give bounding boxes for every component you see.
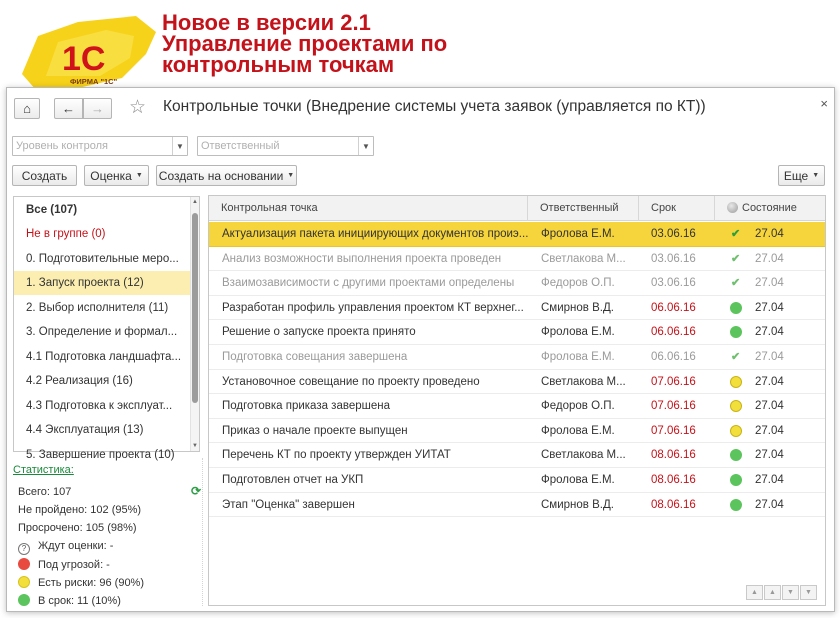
cell-checkpoint: Разработан профиль управления проектом КТ верхнег... xyxy=(222,301,524,314)
group-list[interactable] xyxy=(13,196,200,461)
arrow-right-icon: → xyxy=(91,101,104,116)
close-icon[interactable]: × xyxy=(820,96,828,111)
cell-responsible: Фролова Е.М. xyxy=(541,326,615,339)
cell-status-date: 27.04 xyxy=(755,252,784,265)
cell-checkpoint: Анализ возможности выполнения проекта проведен xyxy=(222,252,502,265)
banner-line: Управление проектами по xyxy=(162,31,448,56)
table-row[interactable] xyxy=(209,271,825,296)
group-item-all[interactable]: Все (107) xyxy=(26,204,78,216)
favorite-star-icon[interactable]: ☆ xyxy=(129,97,147,118)
cell-responsible: Светлакова М... xyxy=(541,375,626,388)
cell-status-date: 27.04 xyxy=(755,449,784,462)
cell-responsible: Смирнов В.Д. xyxy=(541,498,614,511)
cell-due: 03.06.16 xyxy=(651,252,696,265)
table-row[interactable] xyxy=(209,443,825,468)
green-status-icon xyxy=(730,474,742,486)
scroll-up-icon[interactable]: ▲ xyxy=(192,199,198,205)
stat-total: Всего: 107 xyxy=(18,486,72,498)
cell-checkpoint: Приказ о начале проекте выпущен xyxy=(222,424,408,437)
group-item[interactable]: 4.1 Подготовка ландшафта... xyxy=(26,351,182,363)
caret-down-icon: ▼ xyxy=(135,172,143,179)
more-button[interactable] xyxy=(778,165,825,186)
cell-checkpoint: Подготовлен отчет на УКП xyxy=(222,474,364,486)
stat-threat-row xyxy=(18,558,110,571)
group-item-selected[interactable]: 1. Запуск проекта (12) xyxy=(14,271,192,295)
cell-checkpoint: Этап "Оценка" завершен xyxy=(222,498,355,511)
logo-text: 1С xyxy=(62,40,106,78)
table-row[interactable] xyxy=(209,320,825,345)
check-icon: ✔ xyxy=(731,252,741,265)
create-button[interactable] xyxy=(12,165,77,186)
stat-risks-row xyxy=(18,576,144,589)
status-icon xyxy=(727,202,738,213)
question-icon: ? xyxy=(18,543,30,555)
home-icon: ⌂ xyxy=(23,101,31,116)
cell-status-date: 27.04 xyxy=(755,474,784,486)
stat-waiting-row xyxy=(18,540,113,555)
group-item[interactable]: 4.3 Подготовка к эксплуат... xyxy=(26,400,173,412)
green-dot-icon xyxy=(18,594,30,606)
stat-on-time: В срок: 11 (10%) xyxy=(38,595,121,607)
cell-due: 03.06.16 xyxy=(651,277,696,290)
forward-button[interactable] xyxy=(83,98,112,119)
column-checkpoint[interactable]: Контрольная точка xyxy=(209,196,528,221)
create-based-label: Создать на основании xyxy=(158,168,284,183)
yellow-status-icon xyxy=(730,425,742,437)
cell-due: 06.06.16 xyxy=(651,301,696,314)
assess-label: Оценка xyxy=(90,168,132,183)
green-status-icon xyxy=(730,449,742,461)
cell-checkpoint: Актуализация пакета инициирующих документов проиэ... xyxy=(222,228,529,240)
cell-status-date: 27.04 xyxy=(755,400,784,413)
cell-due: 07.06.16 xyxy=(651,375,696,388)
checkpoints-table[interactable] xyxy=(208,195,826,606)
cell-responsible: Фролова Е.М. xyxy=(541,228,615,240)
cell-status-date: 27.04 xyxy=(755,301,784,314)
cell-due: 06.06.16 xyxy=(651,326,696,339)
yellow-status-icon xyxy=(730,400,742,412)
control-level-placeholder: Уровень контроля xyxy=(16,140,108,152)
cell-status-date: 27.04 xyxy=(755,326,784,339)
cell-responsible: Федоров О.П. xyxy=(541,400,615,413)
group-item[interactable]: 4.4 Эксплуатация (13) xyxy=(26,424,144,436)
cell-responsible: Фролова Е.М. xyxy=(541,351,615,363)
stat-waiting: Ждут оценки: - xyxy=(38,540,114,552)
window-title: Контрольные точки (Внедрение системы учета заявок (управляется по КТ)) xyxy=(163,98,706,115)
group-item[interactable]: 0. Подготовительные меро... xyxy=(26,253,179,265)
cell-checkpoint: Установочное совещание по проекту проведено xyxy=(222,375,480,388)
table-row[interactable] xyxy=(209,370,825,395)
table-row[interactable] xyxy=(209,419,825,444)
caret-down-icon: ▼ xyxy=(287,172,295,179)
chevron-down-icon[interactable]: ▼ xyxy=(172,137,187,155)
more-label: Еще xyxy=(783,168,809,183)
group-item-ungrouped[interactable]: Не в группе (0) xyxy=(26,228,106,240)
check-icon: ✔ xyxy=(731,228,741,240)
cell-due: 07.06.16 xyxy=(651,424,696,437)
table-row[interactable] xyxy=(209,394,825,419)
home-button[interactable] xyxy=(14,98,40,119)
group-item[interactable]: 3. Определение и формал... xyxy=(26,326,178,338)
table-row[interactable] xyxy=(209,345,825,370)
back-button[interactable] xyxy=(54,98,83,119)
green-status-icon xyxy=(730,499,742,511)
next-page-icon[interactable]: ▼ xyxy=(782,585,799,600)
title-bar xyxy=(7,88,834,128)
cell-checkpoint: Подготовка приказа завершена xyxy=(222,400,390,413)
divider xyxy=(202,458,203,606)
group-item[interactable]: 4.2 Реализация (16) xyxy=(26,375,133,387)
cell-due: 08.06.16 xyxy=(651,474,696,486)
statistics-link[interactable]: Статистика: xyxy=(13,464,74,476)
table-header xyxy=(209,196,825,221)
table-pager xyxy=(745,583,817,600)
check-icon: ✔ xyxy=(731,277,741,290)
banner xyxy=(0,0,840,92)
column-due[interactable]: Срок xyxy=(639,196,715,221)
table-row-selected[interactable] xyxy=(209,222,825,247)
table-row[interactable] xyxy=(209,247,825,272)
caret-down-icon: ▼ xyxy=(812,172,820,179)
logo-subtext: ФИРМА "1С" xyxy=(70,77,118,86)
prev-page-icon[interactable]: ▲ xyxy=(764,585,781,600)
assess-button[interactable] xyxy=(84,165,149,186)
create-label: Создать xyxy=(21,168,68,183)
red-dot-icon xyxy=(18,558,30,570)
column-status: Состояние xyxy=(742,202,797,214)
column-responsible[interactable]: Ответственный xyxy=(528,196,639,221)
checkpoints-window xyxy=(6,87,835,612)
cell-status-date: 27.04 xyxy=(755,351,784,363)
column-status-header[interactable] xyxy=(715,196,827,221)
first-page-icon[interactable]: ▲ xyxy=(746,585,763,600)
banner-heading xyxy=(162,12,447,75)
cell-due: 08.06.16 xyxy=(651,449,696,462)
cell-due: 03.06.16 xyxy=(651,228,696,240)
responsible-field[interactable] xyxy=(197,136,374,156)
scroll-thumb[interactable] xyxy=(192,213,198,403)
cell-checkpoint: Взаимозависимости с другими проектами определены xyxy=(222,277,515,290)
table-row[interactable] xyxy=(209,493,825,518)
cell-due: 08.06.16 xyxy=(651,498,696,511)
yellow-dot-icon xyxy=(18,576,30,588)
cell-status-date: 27.04 xyxy=(755,424,784,437)
cell-status-date: 27.04 xyxy=(755,228,784,240)
create-based-button[interactable] xyxy=(156,165,297,186)
green-status-icon xyxy=(730,326,742,338)
cell-responsible: Федоров О.П. xyxy=(541,277,615,290)
stat-risks: Есть риски: 96 (90%) xyxy=(38,577,145,589)
cell-responsible: Фролова Е.М. xyxy=(541,424,615,437)
scroll-down-icon[interactable]: ▼ xyxy=(192,443,198,449)
banner-line: контрольным точкам xyxy=(162,52,395,77)
cell-checkpoint: Перечень КТ по проекту утвержден УИТАТ xyxy=(222,449,451,462)
last-page-icon[interactable]: ▼ xyxy=(800,585,817,600)
table-row[interactable] xyxy=(209,296,825,321)
table-row[interactable] xyxy=(209,468,825,493)
1c-logo xyxy=(18,14,158,92)
group-item[interactable]: 2. Выбор исполнителя (11) xyxy=(26,302,169,314)
cell-status-date: 27.04 xyxy=(755,498,784,511)
cell-due: 06.06.16 xyxy=(651,351,696,363)
cell-responsible: Светлакова М... xyxy=(541,449,626,462)
stat-not-passed: Не пройдено: 102 (95%) xyxy=(18,504,142,516)
check-icon: ✔ xyxy=(731,351,741,363)
stat-overdue: Просрочено: 105 (98%) xyxy=(18,522,137,534)
control-level-field[interactable] xyxy=(12,136,188,156)
cell-checkpoint: Подготовка совещания завершена xyxy=(222,351,408,363)
cell-status-date: 27.04 xyxy=(755,375,784,388)
green-status-icon xyxy=(730,302,742,314)
yellow-status-icon xyxy=(730,376,742,388)
chevron-down-icon[interactable]: ▼ xyxy=(358,137,373,155)
group-list-scrollbar[interactable] xyxy=(190,197,199,451)
cell-responsible: Смирнов В.Д. xyxy=(541,301,614,314)
cell-status-date: 27.04 xyxy=(755,277,784,290)
arrow-left-icon: ← xyxy=(62,101,75,116)
refresh-icon[interactable]: ⟳ xyxy=(191,484,202,498)
banner-line: Новое в версии 2.1 xyxy=(162,10,371,35)
group-item[interactable]: 5. Завершение проекта (10) xyxy=(26,449,175,461)
cell-checkpoint: Решение о запуске проекта принято xyxy=(222,326,416,339)
cell-responsible: Фролова Е.М. xyxy=(541,474,615,486)
stat-threat: Под угрозой: - xyxy=(38,559,110,571)
stat-on-time-row xyxy=(18,594,121,607)
responsible-placeholder: Ответственный xyxy=(201,140,280,152)
cell-responsible: Светлакова М... xyxy=(541,252,626,265)
cell-due: 07.06.16 xyxy=(651,400,696,413)
